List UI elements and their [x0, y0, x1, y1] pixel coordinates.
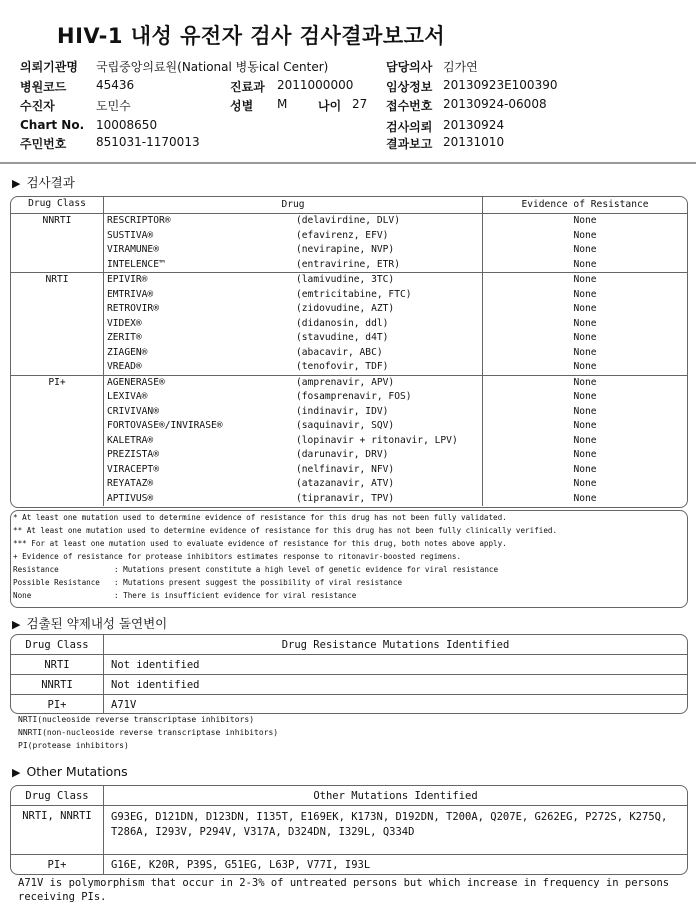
- drug-brand-cell: VIRAMUNE®: [107, 244, 159, 255]
- evidence-cell: None: [483, 448, 688, 463]
- evidence-cell: None: [483, 243, 688, 258]
- col-evidence: Evidence of Resistance: [483, 197, 688, 214]
- mutations-table-box: [10, 634, 688, 714]
- drug-brand-cell: SUSTIVA®: [107, 229, 154, 241]
- definition-desc: : Mutations present suggest the possibility of viral resistance: [114, 578, 403, 587]
- drug-brand-cell: PREZISTA®: [107, 449, 159, 460]
- mutation-row: [11, 655, 687, 675]
- col-drug-class: Drug Class: [11, 197, 104, 214]
- drug-brand-cell: RESCRIPTOR®: [107, 215, 171, 226]
- drug-row: [11, 463, 687, 478]
- mutation-value-cell: A71V: [111, 698, 137, 711]
- hospital-code-label: 병원코드: [20, 80, 67, 94]
- report-title: HIV-1 내성 유전자 검사 검사결과보고서: [57, 24, 446, 48]
- drug-brand-cell: INTELENCE™: [104, 258, 297, 273]
- drug-brand-cell: VIDEX®: [107, 317, 142, 329]
- drug-row: [11, 302, 687, 317]
- drug-brand-cell: LEXIVA®: [107, 391, 148, 402]
- drug-generic-cell: (didanosin, ddl): [296, 317, 389, 329]
- definition-term: None: [13, 591, 32, 600]
- doctor-value: 김가연: [443, 60, 478, 74]
- drug-row: [11, 229, 687, 244]
- request-value: 20130924: [443, 118, 505, 132]
- hospital-code-value: 45436: [96, 78, 135, 92]
- definition-desc: : There is insufficient evidence for viral resistance: [114, 591, 357, 600]
- dept-label: 진료과: [230, 80, 265, 94]
- footnote-line: * At least one mutation used to determine evidence of resistance for this drug has not been fully validated.: [13, 513, 507, 522]
- drug-row: [11, 390, 687, 405]
- abbreviations: [18, 713, 278, 752]
- drug-row: [11, 258, 687, 273]
- drug-generic-cell: (lamivudine, 3TC): [296, 274, 395, 285]
- drug-row: [11, 434, 687, 449]
- drug-generic-cell: (entravirine, ETR): [296, 258, 483, 273]
- other-mutation-value-cell: G93EG, D121DN, D123DN, I135T, E169EK, K173N, D192DN, T200A, Q207E, G262EG, P272S, K275Q, T286A, I293V, P294V, V317A, D324DN, I329L, Q334D: [104, 806, 688, 855]
- evidence-cell: None: [483, 375, 688, 390]
- drug-row: [11, 448, 687, 463]
- evidence-cell: None: [483, 463, 688, 478]
- evidence-cell: None: [483, 331, 688, 346]
- drug-brand-cell: AGENERASE®: [107, 376, 165, 388]
- abbreviation-line: NRTI(nucleoside reverse transcriptase inhibitors): [18, 715, 255, 724]
- drug-generic-cell: (zidovudine, AZT): [296, 303, 395, 314]
- drug-generic-cell: (abacavir, ABC): [296, 346, 383, 358]
- drug-generic-cell: (efavirenz, EFV): [296, 229, 389, 241]
- drug-brand-cell: KALETRA®: [107, 434, 154, 446]
- evidence-cell: None: [483, 405, 688, 420]
- drug-brand-cell: ZIAGEN®: [107, 346, 148, 358]
- definition-term: Possible Resistance: [13, 578, 100, 587]
- drug-generic-cell: (nelfinavir, NFV): [296, 463, 395, 475]
- col-other-mutations: Other Mutations Identified: [104, 786, 688, 806]
- evidence-cell: None: [483, 477, 688, 492]
- mutation-value-cell: Not identified: [104, 675, 688, 695]
- drug-brand-cell: REYATAZ®: [107, 478, 154, 489]
- drug-row: [11, 317, 687, 332]
- evidence-cell: None: [483, 258, 688, 273]
- definition-term: Resistance: [13, 565, 59, 574]
- col-mutations: Drug Resistance Mutations Identified: [104, 635, 688, 655]
- polymorphism-note: A71V is polymorphism that occur in 2-3% of untreated persons but which increase in frequency in persons receiving PIs.: [18, 877, 670, 903]
- drug-row: [11, 405, 687, 420]
- footnote-line: + Evidence of resistance for protease inhibitors estimates response to ritonavir-boosted regimens.: [13, 552, 462, 561]
- result-value: 20131010: [443, 135, 505, 149]
- results-table: [11, 197, 687, 506]
- doctor-label: 담당의사: [386, 60, 433, 74]
- drug-generic-cell: (darunavir, DRV): [296, 449, 389, 460]
- mutation-row: [11, 675, 687, 695]
- request-label: 검사의뢰: [386, 120, 433, 134]
- drug-generic-cell: (emtricitabine, FTC): [296, 288, 412, 300]
- drug-generic-cell: (amprenavir, APV): [296, 376, 395, 388]
- definition-desc: : Mutations present constitute a high level of genetic evidence for viral resistance: [114, 565, 499, 574]
- drug-class-cell: NRTI: [11, 655, 104, 675]
- evidence-cell: None: [483, 317, 688, 332]
- col-drug-class: Drug Class: [11, 635, 104, 655]
- result-label: 결과보고: [386, 137, 433, 151]
- footnote-line: ** At least one mutation used to determine evidence of resistance for this drug has not been fully clinically verified.: [13, 526, 558, 535]
- drug-brand-cell: CRIVIVAN®: [107, 405, 159, 417]
- drug-brand-cell: VREAD®: [104, 360, 297, 375]
- drug-row: [11, 419, 687, 434]
- footnotes: [13, 511, 557, 602]
- mutation-value-cell: Not identified: [104, 655, 688, 675]
- drug-generic-cell: (tenofovir, TDF): [296, 360, 483, 375]
- drug-row: [11, 492, 687, 507]
- abbreviation-line: PI(protease inhibitors): [18, 741, 129, 750]
- chart-value: 10008650: [96, 118, 158, 132]
- drug-class-cell: NNRTI: [11, 675, 104, 695]
- drug-brand-cell: APTIVUS®: [107, 492, 154, 504]
- evidence-cell: None: [483, 273, 688, 288]
- sex-label: 성별: [230, 99, 254, 113]
- drug-class-cell: PI+: [11, 855, 104, 876]
- definition-line: [13, 563, 557, 576]
- dept-value: 2011000000: [277, 78, 354, 92]
- id-value: 851031-1170013: [96, 135, 200, 149]
- age-value: 27: [352, 97, 368, 111]
- receipt-value: 20130924-06008: [443, 97, 547, 111]
- evidence-cell: None: [483, 288, 688, 303]
- drug-row: [11, 360, 687, 375]
- drug-generic-cell: (saquinavir, SQV): [296, 420, 395, 431]
- drug-row: [11, 477, 687, 492]
- sex-value: M: [277, 97, 288, 111]
- header-divider: [0, 162, 696, 164]
- drug-brand-cell: EMTRIVA®: [107, 288, 154, 300]
- drug-generic-cell: (indinavir, IDV): [296, 405, 389, 417]
- abbreviation-line: NNRTI(non-nucleoside reverse transcriptase inhibitors): [18, 728, 279, 737]
- evidence-cell: None: [483, 434, 688, 449]
- other-mutation-row: [11, 855, 687, 876]
- drug-generic-cell: (nevirapine, NVP): [296, 244, 395, 255]
- id-label: 주민번호: [20, 137, 67, 151]
- evidence-cell: None: [483, 302, 688, 317]
- mutations-table: [11, 635, 687, 714]
- drug-row: [11, 243, 687, 258]
- drug-brand-cell: FORTOVASE®/INVIRASE®: [107, 420, 223, 431]
- col-drug-class: Drug Class: [11, 786, 104, 806]
- drug-brand-cell: ZERIT®: [107, 332, 142, 343]
- drug-row: [11, 346, 687, 361]
- drug-class-cell: NRTI, NNRTI: [11, 806, 104, 855]
- drug-row: [11, 288, 687, 303]
- mutation-row: [11, 695, 687, 715]
- triangle-icon: ▶: [12, 618, 21, 631]
- evidence-cell: None: [483, 229, 688, 244]
- clinical-label: 임상정보: [386, 80, 433, 94]
- mutations-heading: ▶ 검출된 약제내성 돌연변이: [12, 616, 168, 631]
- other-mutation-value-cell: G16E, K20R, P39S, G51EG, L63P, V77I, I93L: [111, 859, 371, 871]
- clinical-value: 20130923E100390: [443, 78, 558, 92]
- other-mutation-row: [11, 806, 687, 855]
- institution-label: 의뢰기관명: [20, 60, 78, 74]
- patient-value: 도민수: [96, 99, 131, 113]
- drug-generic-cell: (lopinavir + ritonavir, LPV): [296, 434, 458, 446]
- results-heading: ▶ 검사결과: [12, 175, 75, 190]
- evidence-cell: None: [483, 346, 688, 361]
- definition-line: [13, 589, 557, 602]
- triangle-icon: ▶: [12, 177, 21, 190]
- drug-class-cell: PI+: [11, 695, 104, 715]
- footnote-line: *** For at least one mutation used to evaluate evidence of resistance for this drug, both notes above apply.: [13, 539, 507, 548]
- drug-generic-cell: (stavudine, d4T): [296, 332, 389, 343]
- triangle-icon: ▶: [12, 766, 21, 779]
- drug-generic-cell: (tipranavir, TPV): [296, 492, 395, 504]
- drug-generic-cell: (atazanavir, ATV): [296, 478, 395, 489]
- drug-class-cell: NNRTI: [11, 214, 104, 273]
- drug-row: [11, 273, 687, 288]
- chart-label: Chart No.: [20, 118, 85, 132]
- drug-row: [11, 375, 687, 390]
- evidence-cell: None: [483, 492, 688, 507]
- other-heading: ▶ Other Mutations: [12, 764, 128, 779]
- drug-class-cell: NRTI: [11, 273, 104, 376]
- drug-brand-cell: RETROVIR®: [107, 303, 159, 314]
- drug-brand-cell: EPIVIR®: [107, 274, 148, 285]
- evidence-cell: None: [483, 390, 688, 405]
- age-label: 나이: [318, 99, 342, 113]
- other-table-box: [10, 785, 688, 875]
- drug-generic-cell: (delavirdine, DLV): [296, 215, 400, 226]
- results-table-box: [10, 196, 688, 508]
- receipt-label: 접수번호: [386, 99, 433, 113]
- drug-brand-cell: VIRACEPT®: [107, 463, 159, 475]
- drug-row: [11, 214, 687, 229]
- evidence-cell: None: [483, 214, 688, 229]
- definition-line: [13, 576, 557, 589]
- other-table: [11, 786, 687, 875]
- evidence-cell: None: [483, 419, 688, 434]
- drug-class-cell: PI+: [11, 375, 104, 506]
- patient-label: 수진자: [20, 99, 55, 113]
- evidence-cell: None: [483, 360, 688, 375]
- drug-row: [11, 331, 687, 346]
- drug-generic-cell: (fosamprenavir, FOS): [296, 391, 412, 402]
- institution-value: 국립중앙의료원(National 병동ical Center): [96, 60, 329, 74]
- col-drug: Drug: [104, 197, 483, 214]
